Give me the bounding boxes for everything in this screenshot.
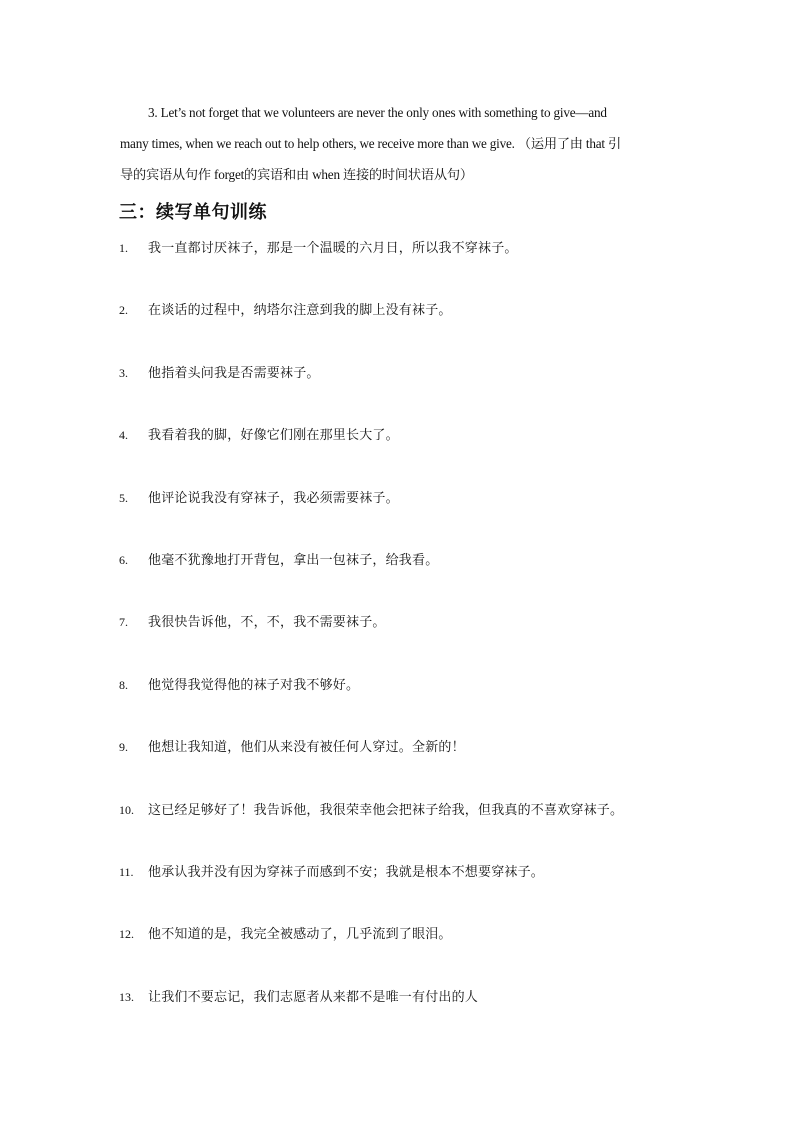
item-text: 他毫不犹豫地打开背包，拿出一包袜子，给我看。 [148,553,439,568]
item-number: 13. [119,990,134,1004]
item-number: 5. [119,491,128,505]
paragraph-line: many times, when we reach out to help others, we receive more than we give. （运用了由 that 引 [120,136,621,151]
item-text: 这已经足够好了！我告诉他，我很荣幸他会把袜子给我，但我真的不喜欢穿袜子。 [148,803,624,818]
item-text: 我一直都讨厌袜子，那是一个温暖的六月日，所以我不穿袜子。 [148,241,518,256]
item-text: 他不知道的是，我完全被感动了，几乎流到了眼泪。 [148,927,452,942]
item-number: 1. [119,241,128,255]
item-number: 11. [119,865,134,879]
item-number: 8. [119,678,128,692]
item-text: 我很快告诉他，不，不，我不需要袜子。 [148,615,386,630]
list-item [119,985,478,1009]
item-text: 他承认我并没有因为穿袜子而感到不安；我就是根本不想要穿袜子。 [148,865,545,880]
list-item [119,361,320,385]
item-text: 他评论说我没有穿袜子，我必须需要袜子。 [148,491,399,506]
item-text: 他想让我知道，他们从来没有被任何人穿过。全新的！ [148,740,465,755]
list-item [119,735,465,759]
list-item [119,798,623,822]
item-number: 4. [119,428,128,442]
item-number: 10. [119,803,134,817]
list-item [119,298,452,322]
item-text: 他指着头问我是否需要袜子。 [148,366,320,381]
example-sentence-paragraph [120,97,680,190]
item-number: 6. [119,553,128,567]
list-item [119,548,438,572]
item-text: 在谈话的过程中，纳塔尔注意到我的脚上没有袜子。 [148,303,452,318]
list-item [119,236,518,260]
paragraph-line: 3. Let’s not forget that we volunteers are never the only ones with something to give—and [148,105,607,120]
list-item [119,860,544,884]
list-item [119,486,399,510]
item-text: 让我们不要忘记，我们志愿者从来都不是唯一有付出的人 [148,990,479,1005]
item-number: 7. [119,615,128,629]
item-number: 2. [119,303,128,317]
section-heading: 三：续写单句训练 [119,202,267,223]
list-item [119,423,399,447]
list-item [119,673,359,697]
item-number: 3. [119,366,128,380]
list-item [119,610,386,634]
item-text: 他觉得我觉得他的袜子对我不够好。 [148,678,360,693]
item-number: 12. [119,927,134,941]
paragraph-line: 导的宾语从句作 forget的宾语和由 when 连接的时间状语从句） [120,167,473,182]
list-item [119,922,452,946]
item-text: 我看着我的脚，好像它们刚在那里长大了。 [148,428,399,443]
item-number: 9. [119,740,128,754]
